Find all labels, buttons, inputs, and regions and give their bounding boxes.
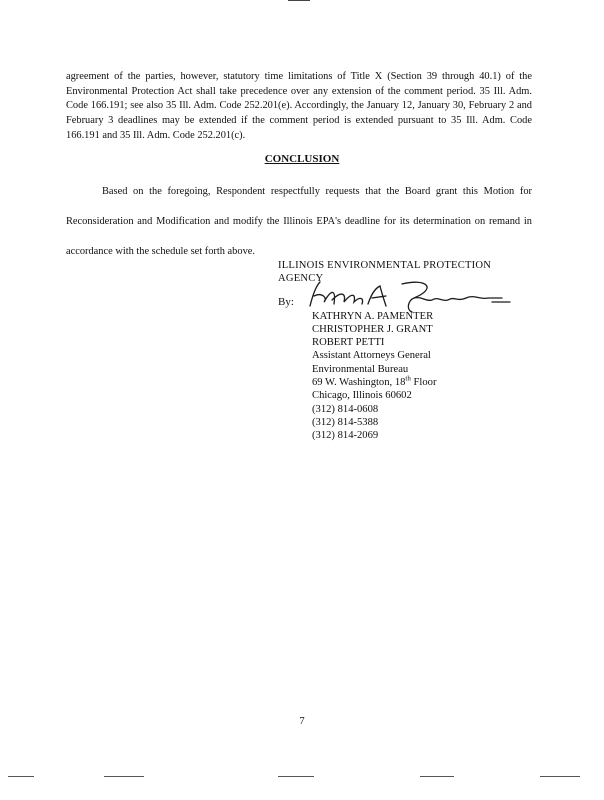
agency-name-line2: AGENCY — [278, 273, 324, 285]
signature-block — [278, 259, 538, 443]
signatory-title: Assistant Attorneys General — [312, 350, 431, 362]
city-state-zip: Chicago, Illinois 60602 — [312, 390, 412, 402]
phone-number: (312) 814-0608 — [312, 403, 379, 415]
bureau-name: Environmental Bureau — [312, 363, 409, 375]
contact-details — [312, 310, 538, 443]
phone-number: (312) 814-5388 — [312, 416, 379, 428]
street-address: 69 W. Washington, 18th Floor — [312, 374, 437, 389]
agency-name-line1: ILLINOIS ENVIRONMENTAL PROTECTION — [278, 260, 492, 271]
signatory-name: ROBERT PETTI — [312, 337, 385, 349]
body-paragraph-top: agreement of the parties, however, statutory time limitations of Title X (Section 39 through 40.1) of the Environmental Protection Act shall take precedence over any extension of the comment period. 35 Ill. Adm. Code 166.191; see also 35 Ill. Adm. Code 252.201(e). Accordingly, the January 12, January 30, February 2 and February 3 deadlines may be extended if the comment period is extended pursuant to 35 Ill. Adm. Code 166.191 and 35 Ill. Adm. Code 252.201(c). — [66, 71, 532, 141]
scan-marks-bottom — [0, 776, 604, 784]
scan-mark-top — [288, 0, 310, 3]
handwritten-signature — [302, 280, 514, 314]
phone-number: (312) 814-2069 — [312, 430, 379, 442]
signatory-name: KATHRYN A. PAMENTER — [312, 310, 434, 322]
body-paragraph-conclusion: Based on the foregoing, Respondent respectfully requests that the Board grant this Motion for Reconsideration and Modification and modify the Illinois EPA's deadline for its determination on remand in accordance with the schedule set forth above. — [66, 186, 532, 257]
section-heading-conclusion: CONCLUSION — [264, 153, 340, 165]
page-number: 7 — [299, 716, 305, 727]
signature-row — [278, 292, 538, 312]
by-label: By: — [278, 295, 294, 308]
signatory-name: CHRISTOPHER J. GRANT — [312, 323, 433, 335]
